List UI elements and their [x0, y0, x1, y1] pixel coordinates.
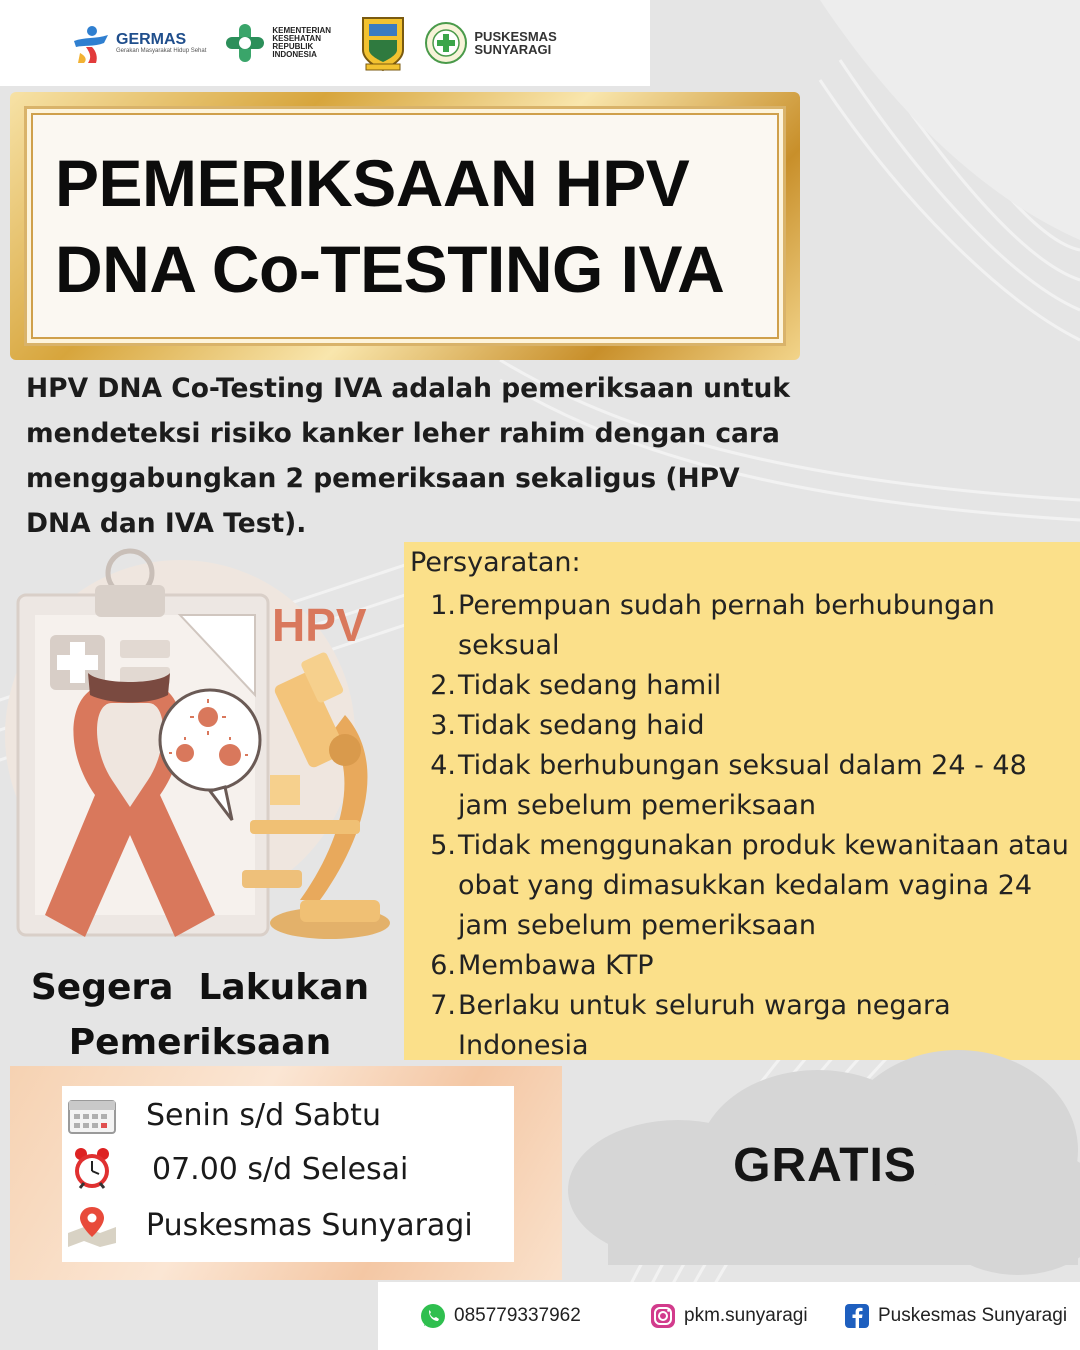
- kemenkes-name: KEMENTERIAN KESEHATAN REPUBLIK INDONESIA: [272, 26, 332, 59]
- hpv-illustration: [0, 545, 405, 945]
- gratis-label: GRATIS: [733, 1139, 917, 1192]
- alarm-clock-icon: [62, 1146, 122, 1192]
- puskesmas-icon: [424, 21, 468, 65]
- footer-bar: [378, 1282, 1080, 1350]
- hpv-label: HPV: [272, 599, 367, 651]
- list-item-number: 1.: [430, 590, 456, 621]
- title-frame: [10, 92, 800, 360]
- instagram-contact[interactable]: [650, 1303, 808, 1329]
- cta-line-2: Pemeriksaan: [68, 1022, 332, 1063]
- list-item-number: 3.: [430, 710, 456, 741]
- kemenkes-logo: [224, 22, 342, 64]
- logo-bar: [0, 0, 650, 86]
- list-item-number: 6.: [430, 950, 456, 981]
- list-item-text: Tidak sedang hamil: [458, 670, 722, 701]
- title-panel: [24, 106, 786, 346]
- facebook-contact[interactable]: [844, 1303, 1067, 1329]
- puskesmas-logo: [424, 21, 564, 65]
- schedule-days-row: [62, 1092, 381, 1138]
- list-item: [410, 666, 1080, 706]
- title-line-2: DNA Co-TESTING IVA: [55, 232, 725, 306]
- kemenkes-icon: [224, 22, 266, 64]
- schedule-location-row: [62, 1202, 473, 1248]
- requirements-title: Persyaratan:: [410, 547, 581, 578]
- facebook-icon: [844, 1303, 870, 1329]
- call-to-action: [10, 960, 390, 1070]
- facebook-page: Puskesmas Sunyaragi: [878, 1305, 1068, 1326]
- list-item-text: Membawa KTP: [458, 950, 654, 981]
- list-item-number: 2.: [430, 670, 456, 701]
- crest-icon: [360, 14, 406, 72]
- list-item-number: 5.: [430, 830, 456, 861]
- germas-subtitle: Gerakan Masyarakat Hidup Sehat: [116, 48, 207, 54]
- requirements-list: [410, 586, 1080, 1066]
- list-item: [410, 946, 1080, 986]
- list-item-text: Berlaku untuk seluruh warga negara Indonesia: [458, 990, 951, 1061]
- list-item-text: Perempuan sudah pernah berhubungan seksual: [458, 590, 995, 661]
- schedule-time-row: [62, 1146, 408, 1192]
- schedule-section: [10, 1066, 562, 1280]
- schedule-location: Puskesmas Sunyaragi: [146, 1207, 473, 1243]
- title-line-1: PEMERIKSAAN HPV: [55, 146, 690, 220]
- calendar-icon: [62, 1092, 122, 1138]
- list-item: [410, 586, 1080, 666]
- list-item-number: 4.: [430, 750, 456, 781]
- germas-logo: [70, 23, 206, 63]
- requirements-panel: [404, 542, 1080, 1060]
- instagram-handle: pkm.sunyaragi: [684, 1305, 808, 1326]
- schedule-card: [62, 1086, 514, 1262]
- list-item-text: Tidak sedang haid: [458, 710, 705, 741]
- germas-icon: [70, 23, 110, 63]
- list-item: [410, 746, 1080, 826]
- list-item-text: Tidak berhubungan seksual dalam 24 - 48 jam sebelum pemeriksaan: [458, 750, 1027, 821]
- whatsapp-contact[interactable]: [420, 1303, 581, 1329]
- whatsapp-number: 085779337962: [454, 1305, 581, 1326]
- list-item-number: 7.: [430, 990, 456, 1021]
- map-pin-icon: [62, 1202, 122, 1248]
- puskesmas-name: PUSKESMAS SUNYARAGI: [474, 29, 557, 57]
- city-crest-logo: [360, 14, 406, 72]
- intro-text: HPV DNA Co-Testing IVA adalah pemeriksaan untuk mendeteksi risiko kanker leher rahim dengan cara menggabungkan 2 pemeriksaan sekaligus (HPV DNA dan IVA Test).: [26, 373, 791, 539]
- cta-line-1: Segera Lakukan: [30, 967, 370, 1008]
- schedule-days: Senin s/d Sabtu: [146, 1097, 381, 1133]
- whatsapp-icon: [420, 1303, 446, 1329]
- schedule-time: 07.00 s/d Selesai: [152, 1151, 409, 1187]
- list-item: [410, 706, 1080, 746]
- list-item: [410, 826, 1080, 946]
- instagram-icon: [650, 1303, 676, 1329]
- germas-name: GERMAS: [116, 31, 187, 48]
- list-item-text: Tidak menggunakan produk kewanitaan atau obat yang dimasukkan kedalam vagina 24 jam sebelum pemeriksaan: [458, 830, 1069, 941]
